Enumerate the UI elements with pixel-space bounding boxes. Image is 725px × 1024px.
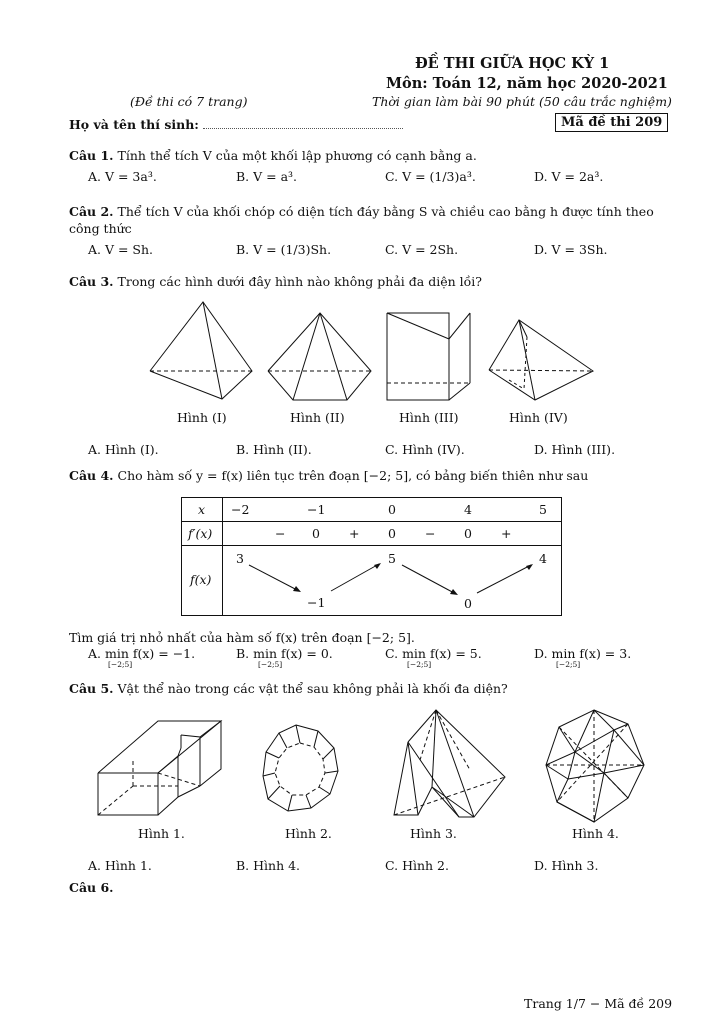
table-sign: + [501,526,512,541]
table-sign: − [275,526,286,541]
q4-option-b[interactable]: B. min f(x) = 0. [236,646,333,661]
q4-option-c[interactable]: C. min f(x) = 5. [385,646,482,661]
q5-option-d[interactable]: D. Hình 3. [534,858,599,873]
question-text: Trong các hình dưới đây hình nào không phải đa diện lồi? [117,274,482,289]
table-sign: + [349,526,360,541]
question-label: Câu 5. [69,681,114,696]
pages-note: (Đề thi có 7 trang) [130,94,248,109]
figure-caption-1: Hình 1. [138,826,185,841]
q4-option-d[interactable]: D. min f(x) = 3. [534,646,632,661]
min-subscript: [−2;5] [556,660,581,669]
table-f-value: 4 [539,551,547,566]
q5-option-c[interactable]: C. Hình 2. [385,858,449,873]
figure-1 [98,721,221,815]
figure-2 [263,725,338,811]
table-x-value: −2 [231,502,250,517]
q2-option-d[interactable]: D. V = 3Sh. [534,242,608,257]
table-f-value: 0 [464,596,472,611]
min-subscript: [−2;5] [407,660,432,669]
table-f-value: 5 [388,551,396,566]
figure-caption-3: Hình 3. [410,826,457,841]
q5-option-a[interactable]: A. Hình 1. [88,858,152,873]
table-x-value: 0 [388,502,396,517]
q1-option-a[interactable]: A. V = 3a³. [88,169,157,184]
table-zero: 0 [464,526,472,541]
table-zero: 0 [388,526,396,541]
table-zero: 0 [312,526,320,541]
figure-4 [546,710,644,822]
q1-option-d[interactable]: D. V = 2a³. [534,169,604,184]
table-x-value: 4 [464,502,472,517]
figure-caption-II: Hình (II) [290,410,345,425]
figure-caption-IV: Hình (IV) [509,410,568,425]
table-x-value: −1 [307,502,326,517]
question-label: Câu 3. [69,274,114,289]
q1-option-c[interactable]: C. V = (1/3)a³. [385,169,476,184]
q5-option-b[interactable]: B. Hình 4. [236,858,301,873]
table-f-value: −1 [307,595,326,610]
table-f-value: 3 [236,551,244,566]
figure-caption-4: Hình 4. [572,826,619,841]
time-note: Thời gian làm bài 90 phút (50 câu trắc nghiệm) [372,94,672,109]
question-label: Câu 1. [69,148,114,163]
q3-option-b[interactable]: B. Hình (II). [236,442,312,457]
question-label: Câu 4. [69,468,114,483]
q2-option-c[interactable]: C. V = 2Sh. [385,242,459,257]
exam-code-box: Mã đề thi 209 [555,113,668,132]
table-x-value: 5 [539,502,547,517]
q2-option-a[interactable]: A. V = Sh. [88,242,154,257]
q4-option-a[interactable]: A. min f(x) = −1. [88,646,196,661]
question-6-label: Câu 6. [69,880,114,895]
q4-prompt: Tìm giá trị nhỏ nhất của hàm số f(x) trên đoạn [−2; 5]. [69,630,415,645]
figure-3 [394,710,505,817]
q2-option-b[interactable]: B. V = (1/3)Sh. [236,242,332,257]
exam-subject: Môn: Toán 12, năm học 2020-2021 [386,75,668,92]
question-text: Tính thể tích V của một khối lập phương có cạnh bằng a. [117,148,477,163]
q3-option-c[interactable]: C. Hình (IV). [385,442,465,457]
table-f-label: f(x) [190,572,212,587]
question-text: Vật thể nào trong các vật thể sau không phải là khối đa diện? [117,681,508,696]
page-footer: Trang 1/7 − Mã đề 209 [524,996,673,1011]
table-x-label: x [198,502,206,517]
q1-option-b[interactable]: B. V = a³. [236,169,298,184]
figure-caption-I: Hình (I) [177,410,227,425]
candidate-name-label: Họ và tên thí sinh: [69,117,199,132]
question-label: Câu 2. [69,204,114,219]
q3-option-a[interactable]: A. Hình (I). [88,442,159,457]
figure-caption-2: Hình 2. [285,826,332,841]
exam-title: ĐỀ THI GIỮA HỌC KỲ 1 [415,55,610,72]
q3-option-d[interactable]: D. Hình (III). [534,442,616,457]
table-sign: − [425,526,436,541]
min-subscript: [−2;5] [258,660,283,669]
figure-caption-III: Hình (III) [399,410,459,425]
question-text: Cho hàm số y = f(x) liên tục trên đoạn [−2; 5], có bảng biến thiên như sau [117,468,589,483]
table-fprime-label: f′(x) [188,526,213,541]
min-subscript: [−2;5] [108,660,133,669]
question-text: Thể tích V của khối chóp có diện tích đáy bằng S và chiều cao bằng h được tính theo công thức [69,204,654,236]
